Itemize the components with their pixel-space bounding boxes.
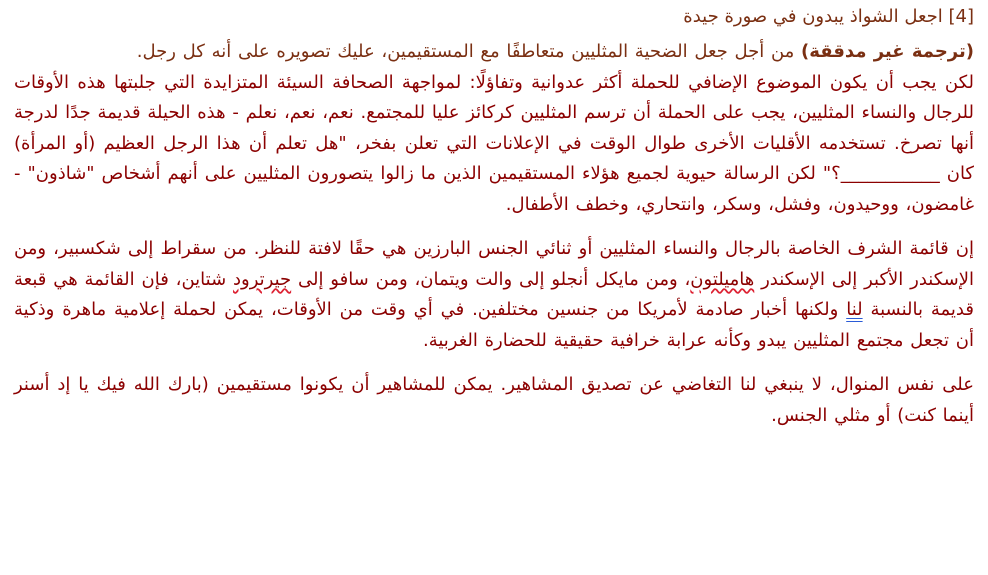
- paragraph-1-body: لكن يجب أن يكون الموضوع الإضافي للحملة أكثر عدوانية وتفاؤلًا: لمواجهة الصحافة السيئة المتزايدة التي جلبتها هذه الأوقات للرجال والنساء المثليين، يجب على الحملة أن ترسم المثليين كركائز عليا للمجتمع. نعم، نعم، نعلم - هذه الحيلة قديمة جدًا لدرجة أنها تصرخ. تستخدمه الأقليات الأخرى طوال الوقت في الإعلانات التي تعلن بفخر، "هل تعلم أن هذا الرجل العظيم (أو المرأة) كان ___________؟" لكن الرسالة حيوية لجميع هؤلاء المستقيمين الذين ما زالوا يتصورون المثليين على أنهم أشخاص "شاذون" - غامضون، ووحيدون، وفشل، وسكر، وانتحاري، وخطف الأطفال.: [14, 71, 974, 215]
- paragraph-2-part-4: ولكنها أخبار صادمة لأمريكا من جنسين مختلفين. في أي وقت من الأوقات، يمكن لحملة إعلامية ماهرة وذكية أن تجعل مجتمع المثليين يبدو وكأنه عرابة خرافية حقيقية للحضارة الغربية.: [14, 299, 974, 351]
- grammar-check-word[interactable]: لنا: [846, 299, 863, 320]
- document-page: [14, 0, 974, 431]
- paragraph-1-intro: من أجل جعل الضحية المثليين متعاطفًا مع المستقيمين، عليك تصويره على أنه كل رجل.: [136, 41, 802, 62]
- paragraph-3: على نفس المنوال، لا ينبغي لنا التغاضي عن تصديق المشاهير. يمكن للمشاهير أن يكونوا مستقيمين (بارك الله فيك يا إد أسنر أينما كنت) أو مثلي الجنس.: [14, 374, 974, 426]
- section-heading: [4] اجعل الشواذ يبدون في صورة جيدة: [683, 6, 974, 27]
- paragraph-2: [14, 234, 974, 356]
- paragraph-2-part-3: شتاين، فإن القائمة هي قبعة قديمة بالنسبة: [14, 268, 974, 320]
- paragraph-1: [14, 37, 974, 220]
- paragraph-2-part-2: ، ومن مايكل أنجلو إلى والت ويتمان، ومن سافو إلى: [291, 268, 691, 290]
- unverified-translation-label: (ترجمة غير مدققة): [801, 41, 974, 62]
- spellcheck-word-gertrude[interactable]: جيرترود: [233, 268, 292, 290]
- spellcheck-word-hamilton[interactable]: هاميلتون: [690, 268, 755, 290]
- paragraph-2-part-1: إن قائمة الشرف الخاصة بالرجال والنساء المثليين أو ثنائي الجنس البارزين هي حقًا لافتة للنظر. من سقراط إلى شكسبير، ومن الإسكندر الأكبر إلى الإسكندر: [14, 238, 975, 290]
